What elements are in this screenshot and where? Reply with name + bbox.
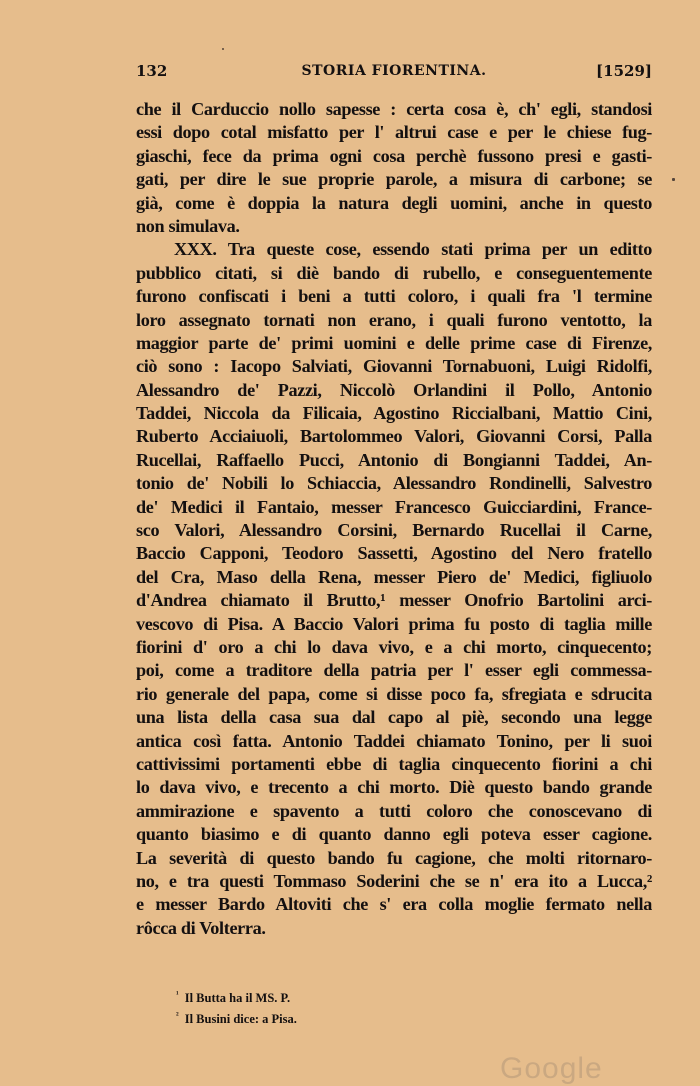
text-line: lo dava vivo, e trecento a chi morto. Diè questo bando grande [136,777,652,798]
text-line: e messer Bardo Altoviti che s' era colla moglie fermato nella [136,894,652,915]
text-line: Rucellai, Raffaello Pucci, Antonio di Bongianni Taddei, An- [136,449,652,470]
year-marker: [1529] [596,62,652,80]
text-line: tonio de' Nobili lo Schiaccia, Alessandro Rondinelli, Salvestro [136,473,652,494]
footnote [176,1007,476,1028]
print-speck [222,48,224,50]
text-line: de' Medici il Fantaio, messer Francesco Guicciardini, France- [136,496,652,517]
footnote-text: Il Busini dice: a Pisa. [184,1012,297,1027]
body-text [136,98,652,940]
text-line: poi, come a traditore della patria per l' esser egli commessa- [136,660,652,681]
text-line: quanto biasimo e di quanto danno egli poteva esser cagione. [136,824,652,845]
page-header [136,62,652,86]
text-line: Taddei, Niccola da Filicaia, Agostino Riccialbani, Mattio Cini, [136,403,652,424]
text-line: La severità di questo bando fu cagione, che molti ritornaro- [136,847,652,868]
text-line: no, e tra questi Tommaso Soderini che se n' era ito a Lucca,² [136,870,652,891]
footnote-mark: ¹ [176,989,179,999]
footnote [176,986,476,1007]
text-line: fiorini d' oro a chi lo dava vivo, e a chi morto, cinquecento; [136,636,652,657]
text-line: una lista della casa sua dal capo al piè, secondo una legge [136,707,652,728]
google-watermark: Google [500,1052,603,1085]
text-line: pubblico citati, si diè bando di rubello, e conseguentemente [136,262,652,283]
text-line: vescovo di Pisa. A Baccio Valori prima fu posto di taglia mille [136,613,652,634]
text-line: Alessandro de' Pazzi, Niccolò Orlandini il Pollo, Antonio [136,379,652,400]
print-speck [672,178,675,181]
page-number: 132 [136,62,168,80]
text-line: antica così fatta. Antonio Taddei chiamato Tonino, per li suoi [136,730,652,751]
footnote-mark: ² [176,1010,179,1021]
text-line: essi dopo cotal misfatto per l' altrui case e per le chiese fug- [136,122,652,143]
text-line: sco Valori, Alessandro Corsini, Bernardo Rucellai il Carne, [136,520,652,541]
text-line: non simulava. [136,215,240,236]
footnote-text: Il Butta ha il MS. P. [184,991,291,1006]
text-line: Ruberto Acciaiuoli, Bartolommeo Valori, Giovanni Corsi, Palla [136,426,652,447]
footnotes [176,986,476,1028]
text-line: del Cra, Maso della Rena, messer Piero de' Medici, figliuolo [136,566,652,587]
text-line: furono confiscati i beni a tutti coloro, i quali fra 'l termine [136,286,652,307]
running-title: STORIA FIORENTINA. [301,63,487,79]
text-line: già, come è doppia la natura degli uomini, anche in questo [136,192,652,213]
text-line: giaschi, fece da prima ogni cosa perchè fussono presi e gasti- [136,145,652,166]
text-line: cattivissimi portamenti ebbe di taglia cinquecento fiorini a chi [136,753,652,774]
text-line: gati, per dire le sue proprie parole, a misura di carbone; se [136,169,652,190]
text-line: loro assegnato tornati non erano, i quali furono ventotto, la [136,309,652,330]
text-line: XXX. Tra queste cose, essendo stati prima per un editto [174,239,652,260]
text-line: rio generale del papa, come si disse poco fa, sfregiata e sdrucita [136,683,652,704]
text-line: che il Carduccio nollo sapesse : certa cosa è, ch' egli, standosi [136,99,652,119]
text-line: ammirazione e spavento a tutti coloro che conoscevano di [136,800,652,821]
text-line: d'Andrea chiamato il Brutto,¹ messer Onofrio Bartolini arci- [136,590,652,611]
text-line: rôcca di Volterra. [136,917,266,938]
text-line: Baccio Capponi, Teodoro Sassetti, Agostino del Nero fratello [136,543,652,564]
text-line: ciò sono : Iacopo Salviati, Giovanni Tornabuoni, Luigi Ridolfi, [136,356,652,377]
text-line: maggior parte de' primi uomini e delle prime case di Firenze, [136,332,652,353]
